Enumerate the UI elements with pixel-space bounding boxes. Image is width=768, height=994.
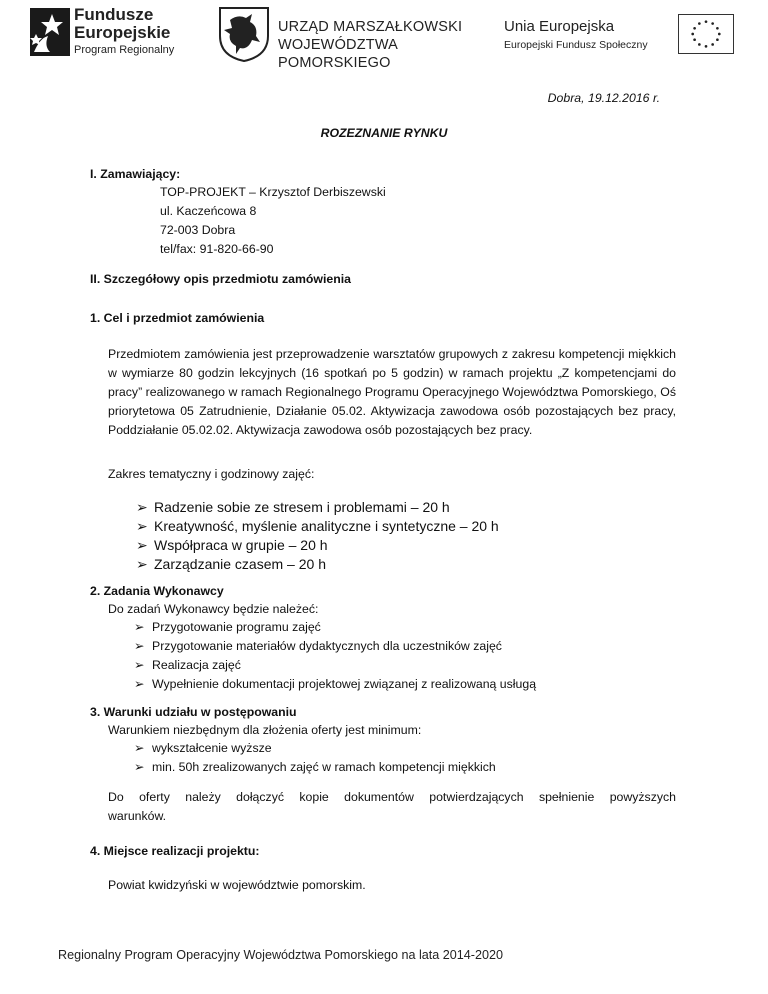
ue-logo-line1: Unia Europejska <box>504 18 615 35</box>
list-item: ➢ Wypełnienie dokumentacji projektowej związanej z realizowaną usługą <box>134 675 536 694</box>
list-item: ➢ Realizacja zajęć <box>134 656 536 675</box>
list-item: ➢ Kreatywność, myślenie analityczne i syntetyczne – 20 h <box>136 518 499 534</box>
arrow-bullet-icon: ➢ <box>136 537 148 553</box>
arrow-bullet-icon: ➢ <box>136 499 148 515</box>
sub1-intro: Zakres tematyczny i godzinowy zajęć: <box>108 467 315 481</box>
griffin-crest-icon <box>218 6 270 62</box>
conditions-list <box>134 739 496 777</box>
section2-heading: II. Szczegółowy opis przedmiotu zamówienia <box>90 272 352 286</box>
sub3-note: Do oferty należy dołączyć kopie dokumentów potwierdzających spełnienie powyższych warunków. <box>108 790 676 823</box>
document-title: ROZEZNANIE RYNKU <box>320 126 448 140</box>
list-item: ➢ Współpraca w grupie – 20 h <box>136 537 328 553</box>
list-item: ➢ Przygotowanie programu zajęć <box>134 618 536 637</box>
list-item: ➢ Radzenie sobie ze stresem i problemami – 20 h <box>136 499 450 515</box>
client-city: 72-003 Dobra <box>160 223 236 237</box>
client-name: TOP-PROJEKT – Krzysztof Derbiszewski <box>160 185 386 199</box>
sub1-heading: 1. Cel i przedmiot zamówienia <box>90 311 265 325</box>
arrow-bullet-icon: ➢ <box>134 741 145 755</box>
arrow-bullet-icon: ➢ <box>134 677 145 691</box>
unia-europejska-logo <box>500 6 740 62</box>
page-footer: Regionalny Program Operacyjny Województwa Pomorskiego na lata 2014-2020 <box>58 948 503 962</box>
fe-logo-line1: Fundusze <box>74 5 154 24</box>
list-item: ➢ Przygotowanie materiałów dydaktycznych dla uczestników zajęć <box>134 637 536 656</box>
sub3-heading: 3. Warunki udziału w postępowaniu <box>90 705 297 719</box>
arrow-bullet-icon: ➢ <box>134 620 145 634</box>
um-logo-line2: WOJEWÓDZTWA POMORSKIEGO <box>278 37 398 71</box>
sub4-text: Powiat kwidzyński w województwie pomorskim. <box>108 878 366 892</box>
section1-heading: I. Zamawiający: <box>90 167 181 181</box>
fe-star-logo-icon <box>30 8 70 56</box>
list-item: ➢ min. 50h zrealizowanych zajęć w ramach kompetencji miękkich <box>134 758 496 777</box>
um-logo-line1: URZĄD MARSZAŁKOWSKI <box>278 19 463 35</box>
sub1-paragraph: Przedmiotem zamówienia jest przeprowadzenie warsztatów grupowych z zakresu kompetencji miękkich w wymiarze 80 godzin lekcyjnych (16 spotkań po 5 godzin) w ramach projektu „Z kompetencjami do pracy” realizowanego w ramach Regionalnego Programu Operacyjnego Województwa Pomorskiego, Oś priorytetowa 05 Zatrudnienie, Działanie 05.02. Aktywizacja zawodowa osób pozostających bez pracy, Poddziałanie 05.02.02. Aktywizacja zawodowa osób pozostających bez pracy. <box>108 347 676 437</box>
document-date: Dobra, 19.12.2016 r. <box>547 91 660 105</box>
list-item: ➢ wykształcenie wyższe <box>134 739 496 758</box>
topics-list <box>136 498 499 574</box>
fundusze-europejskie-logo <box>30 6 190 62</box>
client-street: ul. Kaczeńcowa 8 <box>160 204 257 218</box>
client-details <box>160 183 386 259</box>
fe-logo-line2: Europejskie <box>74 23 171 42</box>
fe-logo-line3: Program Regionalny <box>74 44 175 56</box>
list-item: ➢ Zarządzanie czasem – 20 h <box>136 556 326 572</box>
client-phone: tel/fax: 91-820-66-90 <box>160 242 274 256</box>
arrow-bullet-icon: ➢ <box>134 760 145 774</box>
arrow-bullet-icon: ➢ <box>136 556 148 572</box>
urzad-marszalkowski-logo <box>218 6 478 71</box>
tasks-list <box>134 618 536 694</box>
arrow-bullet-icon: ➢ <box>134 658 145 672</box>
arrow-bullet-icon: ➢ <box>134 639 145 653</box>
ue-logo-line2: Europejski Fundusz Społeczny <box>504 39 648 51</box>
sub2-heading: 2. Zadania Wykonawcy <box>90 584 224 598</box>
arrow-bullet-icon: ➢ <box>136 518 148 534</box>
sub3-intro: Warunkiem niezbędnym dla złożenia oferty jest minimum: <box>108 723 422 737</box>
sub2-intro: Do zadań Wykonawcy będzie należeć: <box>108 602 319 616</box>
header-logos <box>0 0 768 72</box>
sub4-heading: 4. Miejsce realizacji projektu: <box>90 844 260 858</box>
eu-flag-icon <box>678 14 734 54</box>
